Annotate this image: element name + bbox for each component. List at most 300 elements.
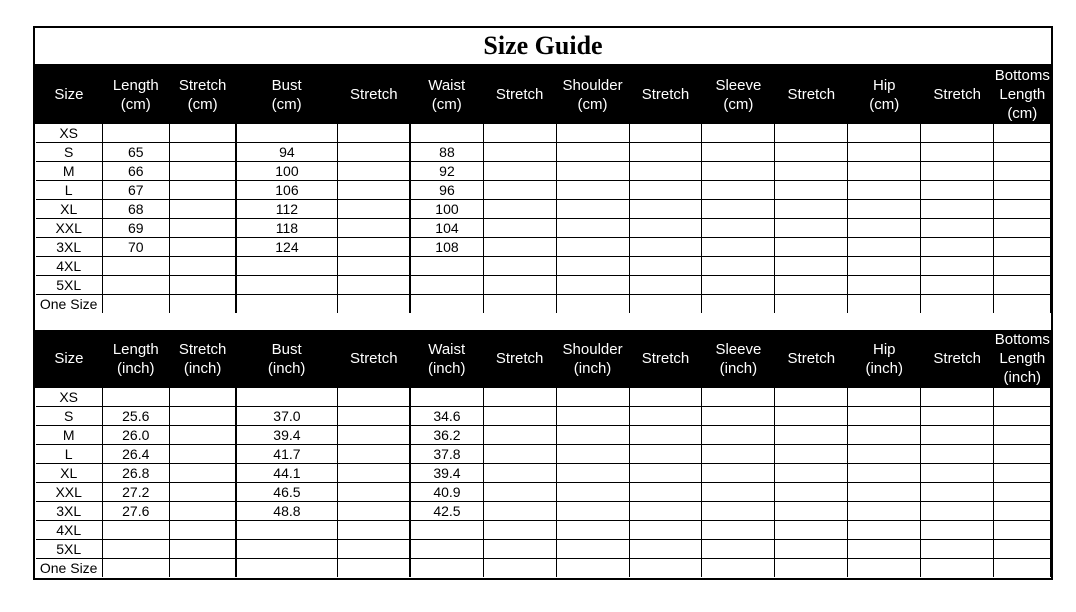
- column-header-line: Stretch: [178, 340, 227, 358]
- table-cell: [556, 162, 629, 181]
- table-cell: [337, 445, 410, 464]
- table-row: [36, 295, 1051, 314]
- table-cell: 36.2: [410, 426, 483, 445]
- column-header-line: (inch): [719, 359, 758, 377]
- table-cell: 25.6: [102, 407, 169, 426]
- size-label-cell: L: [36, 181, 103, 200]
- table-cell: [921, 219, 994, 238]
- table-body: [36, 388, 1051, 578]
- table-cell: [702, 559, 775, 578]
- table-cell: [410, 124, 483, 143]
- column-header-line: (inch): [1003, 369, 1042, 386]
- table-cell: [921, 464, 994, 483]
- table-cell: [102, 559, 169, 578]
- column-header-line: (cm): [271, 95, 302, 113]
- table-cell: [994, 502, 1051, 521]
- table-cell: [169, 464, 236, 483]
- table-cell: [994, 407, 1051, 426]
- table-cell: [337, 388, 410, 407]
- table-row: [36, 407, 1051, 426]
- table-cell: [629, 559, 702, 578]
- table-cell: [775, 162, 848, 181]
- table-cell: [337, 540, 410, 559]
- table-cell: 92: [410, 162, 483, 181]
- table-cell: [337, 238, 410, 257]
- table-cell: 39.4: [410, 464, 483, 483]
- table-cell: [994, 219, 1051, 238]
- table-cell: 88: [410, 143, 483, 162]
- table-cell: [848, 181, 921, 200]
- table-cell: [775, 295, 848, 314]
- table-cell: 44.1: [236, 464, 337, 483]
- table-cell: [848, 521, 921, 540]
- column-header-line: Stretch: [495, 86, 544, 103]
- table-cell: [848, 445, 921, 464]
- size-label-cell: S: [36, 143, 103, 162]
- table-cell: [483, 502, 556, 521]
- table-cell: [556, 295, 629, 314]
- table-cell: [483, 540, 556, 559]
- table-cell: [629, 219, 702, 238]
- table-cell: [236, 540, 337, 559]
- table-cell: 106: [236, 181, 337, 200]
- table-cell: [483, 407, 556, 426]
- table-cell: [702, 407, 775, 426]
- table-cell: [169, 521, 236, 540]
- column-header: [629, 66, 702, 124]
- table-cell: 26.0: [102, 426, 169, 445]
- table-cell: 94: [236, 143, 337, 162]
- table-cell: [556, 407, 629, 426]
- table-cell: [702, 276, 775, 295]
- table-row: [36, 238, 1051, 257]
- table-cell: [483, 238, 556, 257]
- size-label-cell: XS: [36, 388, 103, 407]
- column-header: [483, 66, 556, 124]
- table-cell: 118: [236, 219, 337, 238]
- table-cell: [337, 295, 410, 314]
- table-cell: [483, 257, 556, 276]
- table-cell: [169, 540, 236, 559]
- table-cell: [410, 559, 483, 578]
- size-label-cell: 3XL: [36, 238, 103, 257]
- table-cell: [483, 521, 556, 540]
- column-header: [994, 66, 1051, 124]
- table-row: [36, 181, 1051, 200]
- table-cell: [629, 483, 702, 502]
- column-header: [337, 330, 410, 388]
- column-header-line: (inch): [427, 359, 466, 377]
- column-header-line: Stretch: [641, 86, 690, 103]
- table-cell: [921, 388, 994, 407]
- table-cell: [702, 162, 775, 181]
- table-cell: 66: [102, 162, 169, 181]
- column-header-line: Hip: [872, 340, 896, 358]
- table-cell: [994, 445, 1051, 464]
- table-cell: [775, 540, 848, 559]
- size-label-cell: One Size: [36, 295, 103, 314]
- table-cell: [921, 483, 994, 502]
- table-cell: [102, 276, 169, 295]
- header-row: [36, 330, 1051, 388]
- table-row: [36, 257, 1051, 276]
- table-cell: [702, 521, 775, 540]
- table-cell: [921, 521, 994, 540]
- column-header-line: Length: [112, 76, 159, 94]
- table-cell: 40.9: [410, 483, 483, 502]
- table-cell: 26.8: [102, 464, 169, 483]
- table-cell: [921, 181, 994, 200]
- table-cell: [702, 257, 775, 276]
- table-cell: [337, 219, 410, 238]
- column-header-line: Stretch: [787, 86, 836, 103]
- column-header: [102, 66, 169, 124]
- size-guide-frame: [33, 26, 1053, 580]
- table-cell: [337, 426, 410, 445]
- column-header-line: (cm): [120, 95, 151, 113]
- column-header-line: Size: [54, 86, 84, 103]
- table-cell: [102, 521, 169, 540]
- table-cell: [629, 162, 702, 181]
- column-header: [921, 66, 994, 124]
- size-label-cell: One Size: [36, 559, 103, 578]
- table-cell: [410, 276, 483, 295]
- column-header: [994, 330, 1051, 388]
- table-cell: [629, 181, 702, 200]
- column-header-line: Sleeve: [715, 76, 762, 94]
- table-header: [36, 330, 1051, 388]
- table-cell: [848, 143, 921, 162]
- column-header: [410, 330, 483, 388]
- table-cell: [236, 124, 337, 143]
- table-cell: [169, 219, 236, 238]
- table-cell: 27.6: [102, 502, 169, 521]
- table-cell: [629, 143, 702, 162]
- table-cell: [994, 162, 1051, 181]
- table-cell: [169, 295, 236, 314]
- table-cell: [921, 200, 994, 219]
- column-header-line: Stretch: [933, 350, 981, 367]
- table-cell: [994, 200, 1051, 219]
- table-cell: [169, 143, 236, 162]
- table-cell: 100: [410, 200, 483, 219]
- table-cell: [102, 388, 169, 407]
- table-cell: [102, 257, 169, 276]
- table-cell: [102, 295, 169, 314]
- table-body: [36, 124, 1051, 314]
- table-cell: [556, 238, 629, 257]
- column-header-line: (cm): [577, 95, 608, 113]
- table-cell: [169, 388, 236, 407]
- table-cell: [410, 521, 483, 540]
- column-header-line: (cm): [869, 95, 900, 113]
- column-header: [556, 330, 629, 388]
- size-label-cell: 5XL: [36, 540, 103, 559]
- table-cell: [337, 200, 410, 219]
- column-header-line: Shoulder: [562, 76, 623, 94]
- table-cell: [483, 295, 556, 314]
- table-cell: [236, 521, 337, 540]
- table-cell: [921, 276, 994, 295]
- table-cell: [848, 238, 921, 257]
- column-header-line: (inch): [117, 359, 155, 377]
- table-cell: [702, 181, 775, 200]
- table-cell: [556, 540, 629, 559]
- table-cell: [556, 219, 629, 238]
- table-cell: [702, 426, 775, 445]
- column-header: [848, 66, 921, 124]
- table-cell: [775, 124, 848, 143]
- column-header-line: Length: [999, 350, 1046, 367]
- table-cell: [483, 276, 556, 295]
- table-cell: [921, 407, 994, 426]
- column-header-line: Bust: [271, 340, 302, 358]
- table-cell: [702, 502, 775, 521]
- table-cell: [775, 407, 848, 426]
- table-cell: [775, 445, 848, 464]
- column-header: [629, 330, 702, 388]
- table-cell: [775, 521, 848, 540]
- column-header: [169, 330, 236, 388]
- table-cell: [848, 200, 921, 219]
- table-row: [36, 388, 1051, 407]
- table-cell: [337, 181, 410, 200]
- table-cell: [236, 276, 337, 295]
- table-cell: [775, 181, 848, 200]
- table-row: [36, 445, 1051, 464]
- table-cell: [994, 276, 1051, 295]
- table-cell: [921, 238, 994, 257]
- table-cell: 69: [102, 219, 169, 238]
- table-cell: [556, 200, 629, 219]
- table-cell: [337, 521, 410, 540]
- table-cell: [921, 426, 994, 445]
- table-cell: [483, 200, 556, 219]
- table-cell: [483, 181, 556, 200]
- table-cell: [848, 502, 921, 521]
- table-cell: [337, 257, 410, 276]
- table-cell: [556, 124, 629, 143]
- column-header: [775, 66, 848, 124]
- table-cell: [337, 483, 410, 502]
- table-cell: [236, 295, 337, 314]
- column-header-line: (cm): [187, 95, 218, 113]
- table-cell: [994, 521, 1051, 540]
- table-cell: 39.4: [236, 426, 337, 445]
- table-cell: [629, 502, 702, 521]
- table-cell: [775, 502, 848, 521]
- table-cell: [556, 257, 629, 276]
- column-header-line: (cm): [431, 95, 462, 113]
- table-cell: [994, 143, 1051, 162]
- table-row: [36, 521, 1051, 540]
- table-cell: [629, 200, 702, 219]
- column-header-line: (inch): [865, 359, 903, 377]
- table-cell: [556, 521, 629, 540]
- table-cell: 27.2: [102, 483, 169, 502]
- table-cell: [410, 388, 483, 407]
- table-cell: [629, 464, 702, 483]
- column-header-line: (cm): [1007, 105, 1038, 122]
- table-cell: [337, 559, 410, 578]
- page-title: Size Guide: [35, 28, 1051, 66]
- size-label-cell: 4XL: [36, 521, 103, 540]
- table-cell: [775, 276, 848, 295]
- table-cell: [337, 124, 410, 143]
- table-cell: [994, 124, 1051, 143]
- table-cell: [483, 445, 556, 464]
- table-cell: [629, 388, 702, 407]
- table-cell: [629, 445, 702, 464]
- table-row: [36, 426, 1051, 445]
- table-cell: [994, 295, 1051, 314]
- column-header: [702, 330, 775, 388]
- table-cell: [556, 426, 629, 445]
- table-cell: [994, 559, 1051, 578]
- size-label-cell: XL: [36, 464, 103, 483]
- table-cell: [921, 162, 994, 181]
- table-cell: [994, 483, 1051, 502]
- table-cell: [169, 238, 236, 257]
- table-cell: [921, 143, 994, 162]
- column-header: [556, 66, 629, 124]
- table-cell: [169, 257, 236, 276]
- table-cell: [169, 181, 236, 200]
- table-row: [36, 483, 1051, 502]
- size-label-cell: L: [36, 445, 103, 464]
- table-cell: 34.6: [410, 407, 483, 426]
- table-cell: [775, 388, 848, 407]
- size-label-cell: S: [36, 407, 103, 426]
- table-row: [36, 124, 1051, 143]
- table-row: [36, 276, 1051, 295]
- table-cell: [556, 276, 629, 295]
- column-header-line: Hip: [872, 76, 896, 94]
- table-cell: [702, 464, 775, 483]
- table-cell: [702, 388, 775, 407]
- table-cell: [483, 559, 556, 578]
- table-cell: [921, 502, 994, 521]
- table-cell: [169, 559, 236, 578]
- table-cell: [702, 483, 775, 502]
- table-cell: [169, 162, 236, 181]
- table-cell: [483, 124, 556, 143]
- table-cell: [169, 124, 236, 143]
- table-cell: [848, 426, 921, 445]
- table-cell: 104: [410, 219, 483, 238]
- header-row: [36, 66, 1051, 124]
- table-cell: [169, 426, 236, 445]
- table-cell: [483, 464, 556, 483]
- column-header-line: Size: [54, 350, 84, 367]
- size-label-cell: XL: [36, 200, 103, 219]
- table-cell: 41.7: [236, 445, 337, 464]
- table-cell: [921, 257, 994, 276]
- column-header-line: Sleeve: [715, 340, 762, 358]
- table-row: [36, 162, 1051, 181]
- table-cell: [337, 276, 410, 295]
- table-cell: [921, 559, 994, 578]
- column-header-line: Waist: [428, 340, 466, 358]
- table-cell: [556, 502, 629, 521]
- table-cell: [921, 540, 994, 559]
- table-cell: [629, 295, 702, 314]
- table-cell: [629, 521, 702, 540]
- table-cell: [483, 388, 556, 407]
- table-cell: [556, 181, 629, 200]
- table-cell: [410, 295, 483, 314]
- table-cell: 70: [102, 238, 169, 257]
- table-cell: [702, 124, 775, 143]
- column-header-line: Length: [999, 86, 1046, 103]
- column-header-line: Stretch: [641, 350, 690, 367]
- column-header-line: Bottoms: [994, 67, 1050, 84]
- table-cell: [629, 276, 702, 295]
- table-cell: [775, 238, 848, 257]
- table-cell: [169, 200, 236, 219]
- table-cell: [848, 559, 921, 578]
- column-header-line: Length: [112, 340, 159, 358]
- table-cell: [483, 143, 556, 162]
- table-cell: [848, 295, 921, 314]
- table-cell: 46.5: [236, 483, 337, 502]
- table-cell: 96: [410, 181, 483, 200]
- table-cell: [556, 143, 629, 162]
- table-cell: 112: [236, 200, 337, 219]
- table-row: [36, 464, 1051, 483]
- column-header: [236, 330, 337, 388]
- table-cell: [102, 540, 169, 559]
- table-cell: [337, 162, 410, 181]
- table-cell: 42.5: [410, 502, 483, 521]
- table-cell: [236, 559, 337, 578]
- column-header: [775, 330, 848, 388]
- table-cell: [169, 276, 236, 295]
- column-header: [702, 66, 775, 124]
- table-cell: [236, 257, 337, 276]
- table-row: [36, 143, 1051, 162]
- table-cell: [410, 540, 483, 559]
- table-cell: [848, 276, 921, 295]
- table-cell: 65: [102, 143, 169, 162]
- column-header-line: Stretch: [178, 76, 227, 94]
- table-cell: [236, 388, 337, 407]
- table-cell: [775, 143, 848, 162]
- table-cell: [994, 540, 1051, 559]
- table-cell: [775, 257, 848, 276]
- table-cell: [556, 388, 629, 407]
- table-cell: [921, 124, 994, 143]
- table-cell: [629, 540, 702, 559]
- table-cell: [556, 483, 629, 502]
- column-header-line: (inch): [183, 359, 222, 377]
- column-header: [848, 330, 921, 388]
- table-cell: [337, 502, 410, 521]
- size-label-cell: 4XL: [36, 257, 103, 276]
- column-header: [169, 66, 236, 124]
- column-header-line: Bust: [271, 76, 302, 94]
- table-cell: [556, 464, 629, 483]
- table-cell: [994, 238, 1051, 257]
- size-label-cell: M: [36, 426, 103, 445]
- table-cell: 37.8: [410, 445, 483, 464]
- table-cell: [102, 124, 169, 143]
- table-cell: 26.4: [102, 445, 169, 464]
- table-cell: [169, 483, 236, 502]
- table-cell: [169, 502, 236, 521]
- size-label-cell: XXL: [36, 483, 103, 502]
- column-header: [337, 66, 410, 124]
